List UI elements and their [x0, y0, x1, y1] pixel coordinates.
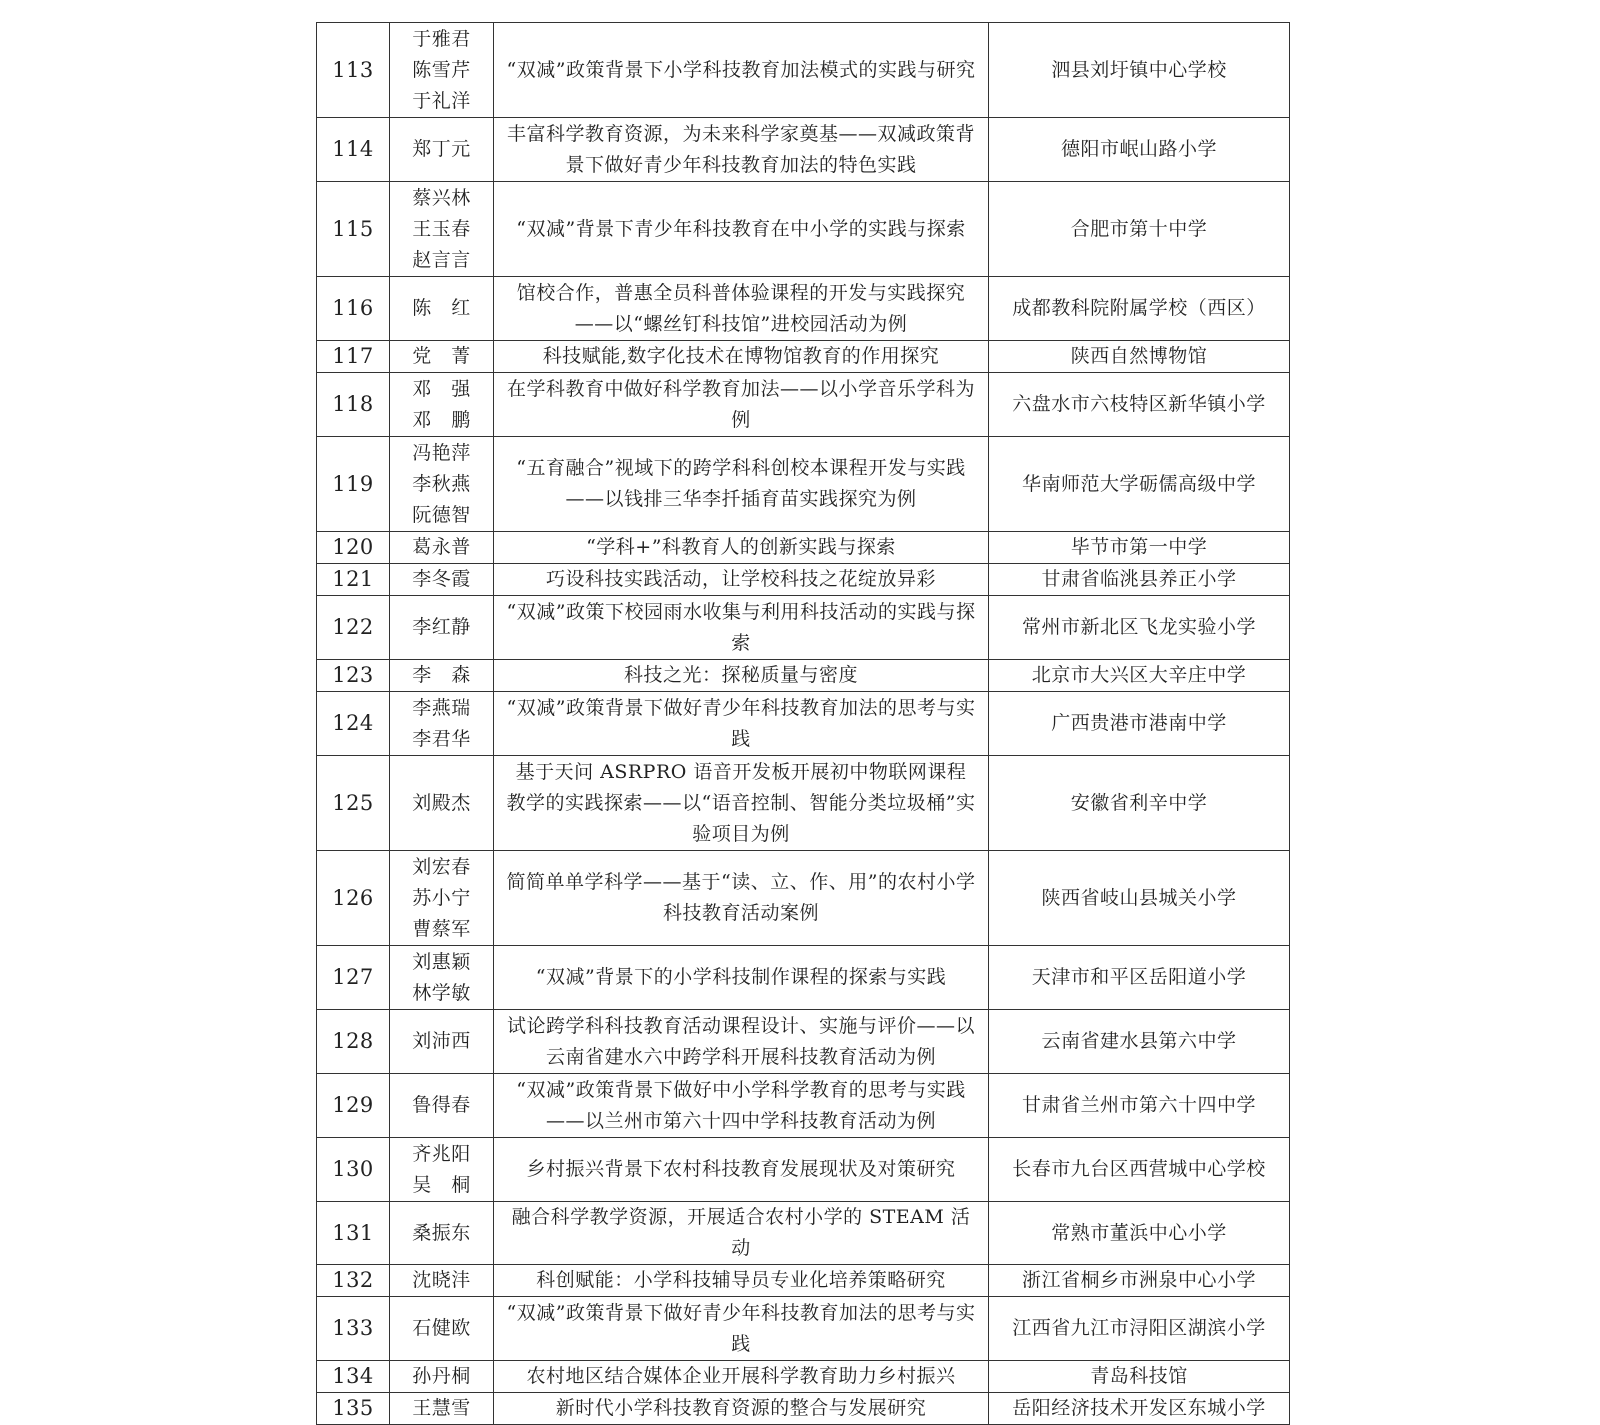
- organization: 云南省建水县第六中学: [989, 1010, 1290, 1074]
- organization: 华南师范大学砺儒高级中学: [989, 437, 1290, 532]
- author-name: 刘惠颖: [412, 950, 471, 973]
- table-body: [317, 23, 1290, 1425]
- organization: 广西贵港市港南中学: [989, 692, 1290, 756]
- author-cell: [390, 437, 494, 532]
- organization: 浙江省桐乡市洲泉中心小学: [989, 1265, 1290, 1297]
- organization: 成都教科院附属学校（西区）: [989, 277, 1290, 341]
- author-name: 王玉春: [412, 217, 471, 240]
- row-number: 121: [317, 564, 390, 596]
- row-number: 125: [317, 756, 390, 851]
- author-cell: [390, 182, 494, 277]
- row-number: 131: [317, 1202, 390, 1265]
- row-number: 113: [317, 23, 390, 118]
- author-cell: [390, 660, 494, 692]
- row-number: 128: [317, 1010, 390, 1074]
- author-name: 赵言言: [412, 248, 471, 271]
- paper-title: 科创赋能：小学科技辅导员专业化培养策略研究: [494, 1265, 989, 1297]
- organization: 六盘水市六枝特区新华镇小学: [989, 373, 1290, 437]
- paper-title: “双减”政策背景下做好青少年科技教育加法的思考与实践: [494, 692, 989, 756]
- author-cell: [390, 1138, 494, 1202]
- table-row: [317, 23, 1290, 118]
- table-row: [317, 341, 1290, 373]
- author-name: 郑丁元: [412, 138, 471, 160]
- author-name: 刘宏春: [412, 855, 471, 878]
- paper-title: 农村地区结合媒体企业开展科学教育助力乡村振兴: [494, 1361, 989, 1393]
- author-name: 林学敏: [412, 981, 471, 1004]
- author-cell: [390, 118, 494, 182]
- table-row: [317, 1010, 1290, 1074]
- author-cell: [390, 851, 494, 946]
- author-name: 蔡兴林: [412, 186, 471, 209]
- table-row: [317, 1202, 1290, 1265]
- organization: 甘肃省临洮县养正小学: [989, 564, 1290, 596]
- table-row: [317, 118, 1290, 182]
- organization: 常州市新北区飞龙实验小学: [989, 596, 1290, 660]
- author-name: 陈 红: [412, 297, 471, 319]
- organization: 天津市和平区岳阳道小学: [989, 946, 1290, 1010]
- organization: 毕节市第一中学: [989, 532, 1290, 564]
- paper-title: “学科+”科教育人的创新实践与探索: [494, 532, 989, 564]
- row-number: 115: [317, 182, 390, 277]
- paper-title: 基于天问 ASRPRO 语音开发板开展初中物联网课程教学的实践探索——以“语音控制、智能分类垃圾桶”实验项目为例: [494, 756, 989, 851]
- table-row: [317, 756, 1290, 851]
- organization: 德阳市岷山路小学: [989, 118, 1290, 182]
- organization: 北京市大兴区大辛庄中学: [989, 660, 1290, 692]
- author-name: 刘沛西: [412, 1030, 471, 1052]
- author-name: 吴 桐: [412, 1173, 471, 1196]
- paper-title: 科技赋能,数字化技术在博物馆教育的作用探究: [494, 341, 989, 373]
- author-cell: [390, 1074, 494, 1138]
- author-name: 李 森: [412, 664, 471, 686]
- table-row: [317, 660, 1290, 692]
- table-row: [317, 1297, 1290, 1361]
- table-row: [317, 182, 1290, 277]
- author-name: 李冬霞: [412, 568, 471, 590]
- row-number: 134: [317, 1361, 390, 1393]
- table-row: [317, 1265, 1290, 1297]
- author-name: 齐兆阳: [412, 1142, 471, 1165]
- author-name: 于礼洋: [412, 89, 471, 112]
- table-row: [317, 277, 1290, 341]
- author-name: 邓 鹏: [412, 408, 471, 431]
- author-name: 鲁得春: [412, 1094, 471, 1116]
- author-name: 冯艳萍: [412, 441, 471, 464]
- paper-title: 新时代小学科技教育资源的整合与发展研究: [494, 1393, 989, 1425]
- author-cell: [390, 341, 494, 373]
- author-name: 阮德智: [412, 503, 471, 526]
- row-number: 119: [317, 437, 390, 532]
- organization: 陕西自然博物馆: [989, 341, 1290, 373]
- table-row: [317, 1361, 1290, 1393]
- table-row: [317, 437, 1290, 532]
- author-cell: [390, 1202, 494, 1265]
- row-number: 116: [317, 277, 390, 341]
- author-name: 李秋燕: [412, 472, 471, 495]
- author-cell: [390, 596, 494, 660]
- table-row: [317, 532, 1290, 564]
- row-number: 126: [317, 851, 390, 946]
- table-row: [317, 1138, 1290, 1202]
- table-row: [317, 851, 1290, 946]
- author-name: 沈晓沣: [412, 1269, 471, 1291]
- author-cell: [390, 23, 494, 118]
- organization: 甘肃省兰州市第六十四中学: [989, 1074, 1290, 1138]
- paper-title: “双减”背景下青少年科技教育在中小学的实践与探索: [494, 182, 989, 277]
- author-name: 曹蔡军: [412, 917, 471, 940]
- author-name: 桑振东: [412, 1221, 471, 1244]
- row-number: 118: [317, 373, 390, 437]
- paper-title: “双减”政策下校园雨水收集与利用科技活动的实践与探索: [494, 596, 989, 660]
- author-cell: [390, 1297, 494, 1361]
- organization: 岳阳经济技术开发区东城小学: [989, 1393, 1290, 1425]
- row-number: 132: [317, 1265, 390, 1297]
- paper-title: “五育融合”视域下的跨学科科创校本课程开发与实践——以钱排三华李扦插育苗实践探究为例: [494, 437, 989, 532]
- author-cell: [390, 946, 494, 1010]
- author-name: 陈雪芹: [412, 58, 471, 81]
- row-number: 120: [317, 532, 390, 564]
- organization: 江西省九江市浔阳区湖滨小学: [989, 1297, 1290, 1361]
- author-cell: [390, 373, 494, 437]
- table-row: [317, 564, 1290, 596]
- author-cell: [390, 532, 494, 564]
- organization: 合肥市第十中学: [989, 182, 1290, 277]
- organization: 青岛科技馆: [989, 1361, 1290, 1393]
- table-row: [317, 373, 1290, 437]
- row-number: 117: [317, 341, 390, 373]
- row-number: 129: [317, 1074, 390, 1138]
- paper-title: “双减”政策背景下做好中小学科学教育的思考与实践——以兰州市第六十四中学科技教育活动为例: [494, 1074, 989, 1138]
- author-name: 石健欧: [412, 1317, 471, 1339]
- table-row: [317, 692, 1290, 756]
- author-cell: [390, 1010, 494, 1074]
- author-name: 李君华: [412, 727, 471, 750]
- author-name: 李燕瑞: [412, 696, 471, 719]
- author-cell: [390, 1265, 494, 1297]
- author-name: 葛永普: [412, 536, 471, 558]
- organization: 安徽省利辛中学: [989, 756, 1290, 851]
- author-cell: [390, 564, 494, 596]
- paper-title: 巧设科技实践活动，让学校科技之花绽放异彩: [494, 564, 989, 596]
- organization: 长春市九台区西营城中心学校: [989, 1138, 1290, 1202]
- paper-title: “双减”背景下的小学科技制作课程的探索与实践: [494, 946, 989, 1010]
- author-cell: [390, 1393, 494, 1425]
- paper-title: 在学科教育中做好科学教育加法——以小学音乐学科为例: [494, 373, 989, 437]
- row-number: 122: [317, 596, 390, 660]
- paper-title: 馆校合作，普惠全员科普体验课程的开发与实践探究——以“螺丝钉科技馆”进校园活动为例: [494, 277, 989, 341]
- paper-title: 试论跨学科科技教育活动课程设计、实施与评价——以云南省建水六中跨学科开展科技教育活动为例: [494, 1010, 989, 1074]
- author-name: 邓 强: [412, 377, 471, 400]
- row-number: 114: [317, 118, 390, 182]
- row-number: 130: [317, 1138, 390, 1202]
- row-number: 123: [317, 660, 390, 692]
- author-cell: [390, 692, 494, 756]
- author-cell: [390, 277, 494, 341]
- organization: 陕西省岐山县城关小学: [989, 851, 1290, 946]
- author-cell: [390, 756, 494, 851]
- table-row: [317, 1393, 1290, 1425]
- row-number: 135: [317, 1393, 390, 1425]
- paper-title: 乡村振兴背景下农村科技教育发展现状及对策研究: [494, 1138, 989, 1202]
- paper-title: “双减”政策背景下做好青少年科技教育加法的思考与实践: [494, 1297, 989, 1361]
- row-number: 133: [317, 1297, 390, 1361]
- paper-title: 科技之光：探秘质量与密度: [494, 660, 989, 692]
- author-name: 王慧雪: [412, 1397, 471, 1419]
- awards-table: [316, 22, 1290, 1425]
- table-row: [317, 946, 1290, 1010]
- author-name: 于雅君: [412, 27, 471, 50]
- author-name: 李红静: [412, 616, 471, 638]
- table-row: [317, 1074, 1290, 1138]
- author-name: 刘殿杰: [412, 791, 471, 814]
- row-number: 127: [317, 946, 390, 1010]
- organization: 泗县刘圩镇中心学校: [989, 23, 1290, 118]
- author-name: 苏小宁: [412, 886, 471, 909]
- table-row: [317, 596, 1290, 660]
- author-name: 孙丹桐: [412, 1365, 471, 1387]
- row-number: 124: [317, 692, 390, 756]
- author-name: 党 菁: [412, 345, 471, 367]
- paper-title: 丰富科学教育资源，为未来科学家奠基——双减政策背景下做好青少年科技教育加法的特色实践: [494, 118, 989, 182]
- paper-title: 融合科学教学资源，开展适合农村小学的 STEAM 活动: [494, 1202, 989, 1265]
- paper-title: “双减”政策背景下小学科技教育加法模式的实践与研究: [494, 23, 989, 118]
- paper-title: 简简单单学科学——基于“读、立、作、用”的农村小学科技教育活动案例: [494, 851, 989, 946]
- organization: 常熟市董浜中心小学: [989, 1202, 1290, 1265]
- author-cell: [390, 1361, 494, 1393]
